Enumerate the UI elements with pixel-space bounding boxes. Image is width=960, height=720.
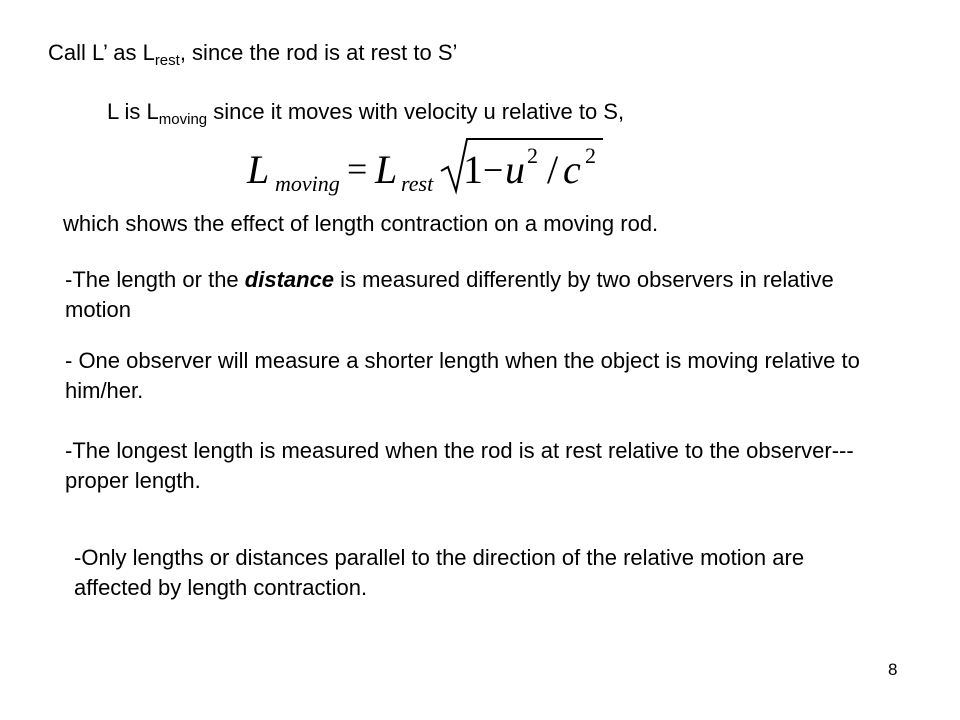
equation-c: c (563, 147, 581, 192)
bullet-parallel-lengths: -Only lengths or distances parallel to the direction of the relative motion are affected by length contraction. (74, 545, 805, 600)
equation-minus: − (483, 150, 504, 190)
equation-rhs-sub: rest (401, 171, 434, 196)
page-number: 8 (888, 660, 898, 679)
length-contraction-equation (245, 133, 605, 197)
equation-rhs: L (375, 147, 398, 192)
statement-call-l-prime: Call L’ as $L_{rest}$, since the rod is at rest to S’ (48, 40, 458, 69)
statement-l-moving: L is $L_{moving}$ since it moves with velocity u relative to S, (107, 99, 625, 128)
bullet-shorter-length: - One observer will measure a shorter length when the object is moving relative to him/her. (65, 348, 860, 403)
equation-exp-c: 2 (585, 143, 596, 168)
equation-lhs-sub: moving (275, 171, 340, 196)
bullet-distance-measured: -The length or the distance is measured differently by two observers in relative motion (65, 267, 834, 322)
statement-effect: which shows the effect of length contraction on a moving rod. (63, 211, 659, 236)
equation-slash: / (547, 147, 559, 192)
equation-exp-u: 2 (527, 143, 538, 168)
bullet-proper-length: -The longest length is measured when the rod is at rest relative to the observer---proper length. (65, 438, 854, 493)
equation-one: 1 (463, 147, 483, 192)
equation-equals: = (347, 149, 368, 189)
equation-u: u (505, 147, 525, 192)
equation-lhs: L (247, 147, 270, 192)
